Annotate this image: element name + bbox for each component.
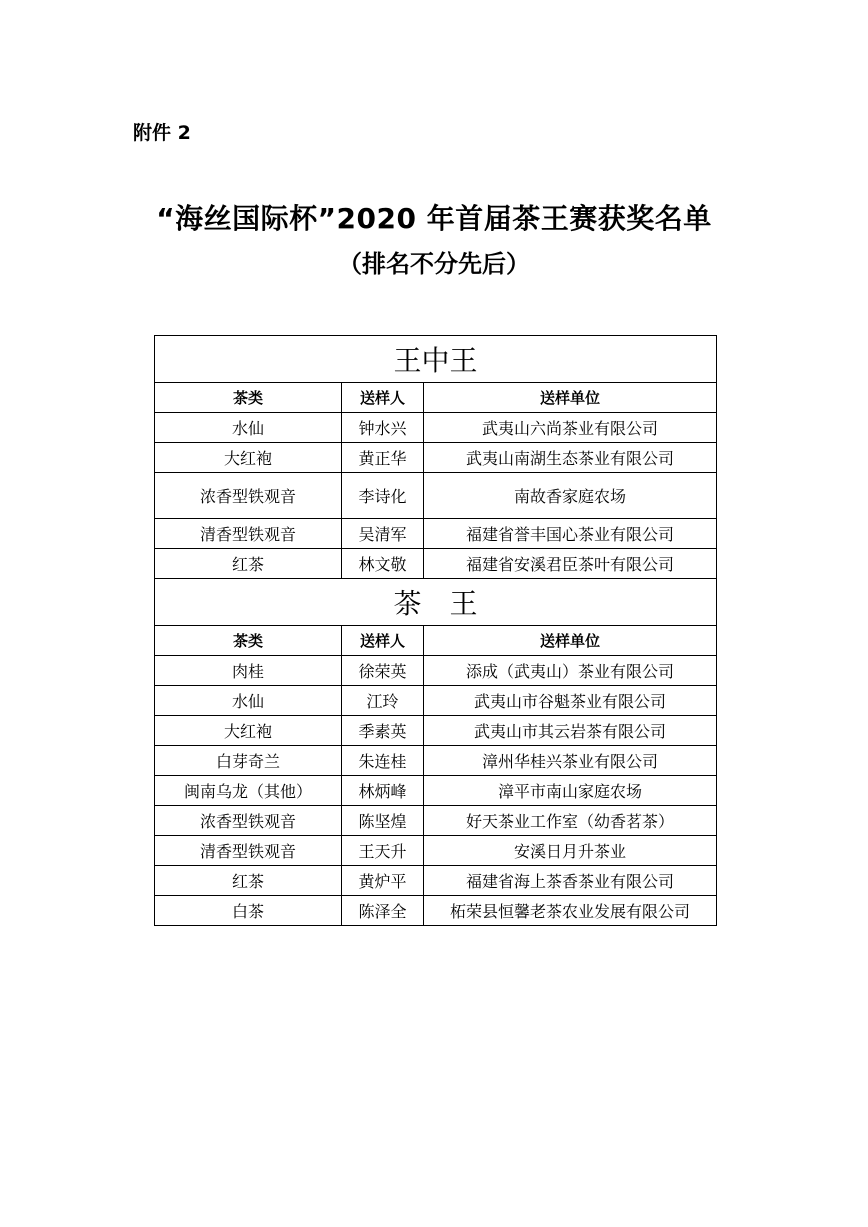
- cell-person: 林文敬: [342, 549, 424, 579]
- document-title: “海丝国际杯”2020 年首届茶王赛获奖名单: [156, 202, 712, 235]
- cell-type: 红茶: [155, 549, 342, 579]
- cell-person: 黄正华: [342, 443, 424, 473]
- cell-person: 陈坚煌: [342, 806, 424, 836]
- table-row: [155, 896, 717, 926]
- cell-unit: 南故香家庭农场: [424, 473, 717, 519]
- table-row: [155, 656, 717, 686]
- cell-type: 白芽奇兰: [155, 746, 342, 776]
- table-row: [155, 776, 717, 806]
- column-header-row: [155, 383, 717, 413]
- cell-unit: 武夷山六尚茶业有限公司: [424, 413, 717, 443]
- cell-person: 徐荣英: [342, 656, 424, 686]
- cell-unit: 柘荣县恒馨老茶农业发展有限公司: [424, 896, 717, 926]
- section-title: 茶 王: [155, 579, 717, 626]
- cell-person: 季素英: [342, 716, 424, 746]
- attachment-label: 附件 2: [133, 122, 191, 144]
- cell-person: 林炳峰: [342, 776, 424, 806]
- cell-unit: 福建省誉丰国心茶业有限公司: [424, 519, 717, 549]
- table-row: [155, 686, 717, 716]
- cell-unit: 添成（武夷山）茶业有限公司: [424, 656, 717, 686]
- cell-type: 肉桂: [155, 656, 342, 686]
- cell-unit: 武夷山南湖生态茶业有限公司: [424, 443, 717, 473]
- cell-type: 红茶: [155, 866, 342, 896]
- cell-unit: 福建省海上茶香茶业有限公司: [424, 866, 717, 896]
- section-header-row: [155, 336, 717, 383]
- column-header-row: [155, 626, 717, 656]
- cell-type: 清香型铁观音: [155, 519, 342, 549]
- cell-type: 浓香型铁观音: [155, 806, 342, 836]
- table-row: [155, 806, 717, 836]
- document-subtitle: （排名不分先后）: [338, 250, 530, 278]
- awards-table: [154, 335, 717, 926]
- table-row: [155, 836, 717, 866]
- cell-type: 水仙: [155, 686, 342, 716]
- cell-person: 吴清军: [342, 519, 424, 549]
- cell-person: 李诗化: [342, 473, 424, 519]
- cell-unit: 漳平市南山家庭农场: [424, 776, 717, 806]
- column-header-type: 茶类: [155, 383, 342, 413]
- cell-person: 朱连桂: [342, 746, 424, 776]
- cell-type: 清香型铁观音: [155, 836, 342, 866]
- cell-type: 浓香型铁观音: [155, 473, 342, 519]
- cell-type: 大红袍: [155, 443, 342, 473]
- table-row: [155, 549, 717, 579]
- cell-unit: 福建省安溪君臣茶叶有限公司: [424, 549, 717, 579]
- cell-unit: 安溪日月升茶业: [424, 836, 717, 866]
- cell-type: 白茶: [155, 896, 342, 926]
- table-row: [155, 716, 717, 746]
- cell-person: 钟水兴: [342, 413, 424, 443]
- cell-unit: 武夷山市其云岩茶有限公司: [424, 716, 717, 746]
- cell-person: 江玲: [342, 686, 424, 716]
- column-header-type: 茶类: [155, 626, 342, 656]
- cell-type: 大红袍: [155, 716, 342, 746]
- column-header-unit: 送样单位: [424, 383, 717, 413]
- cell-person: 黄炉平: [342, 866, 424, 896]
- cell-person: 陈泽全: [342, 896, 424, 926]
- table-row: [155, 746, 717, 776]
- cell-unit: 漳州华桂兴茶业有限公司: [424, 746, 717, 776]
- column-header-person: 送样人: [342, 383, 424, 413]
- cell-unit: 好天茶业工作室（幼香茗茶）: [424, 806, 717, 836]
- table-row: [155, 519, 717, 549]
- table-row: [155, 866, 717, 896]
- cell-unit: 武夷山市谷魁茶业有限公司: [424, 686, 717, 716]
- cell-person: 王天升: [342, 836, 424, 866]
- table-row: [155, 473, 717, 519]
- column-header-person: 送样人: [342, 626, 424, 656]
- cell-type: 水仙: [155, 413, 342, 443]
- table-row: [155, 443, 717, 473]
- section-header-row: [155, 579, 717, 626]
- column-header-unit: 送样单位: [424, 626, 717, 656]
- table-row: [155, 413, 717, 443]
- cell-type: 闽南乌龙（其他）: [155, 776, 342, 806]
- section-title: 王中王: [155, 336, 717, 383]
